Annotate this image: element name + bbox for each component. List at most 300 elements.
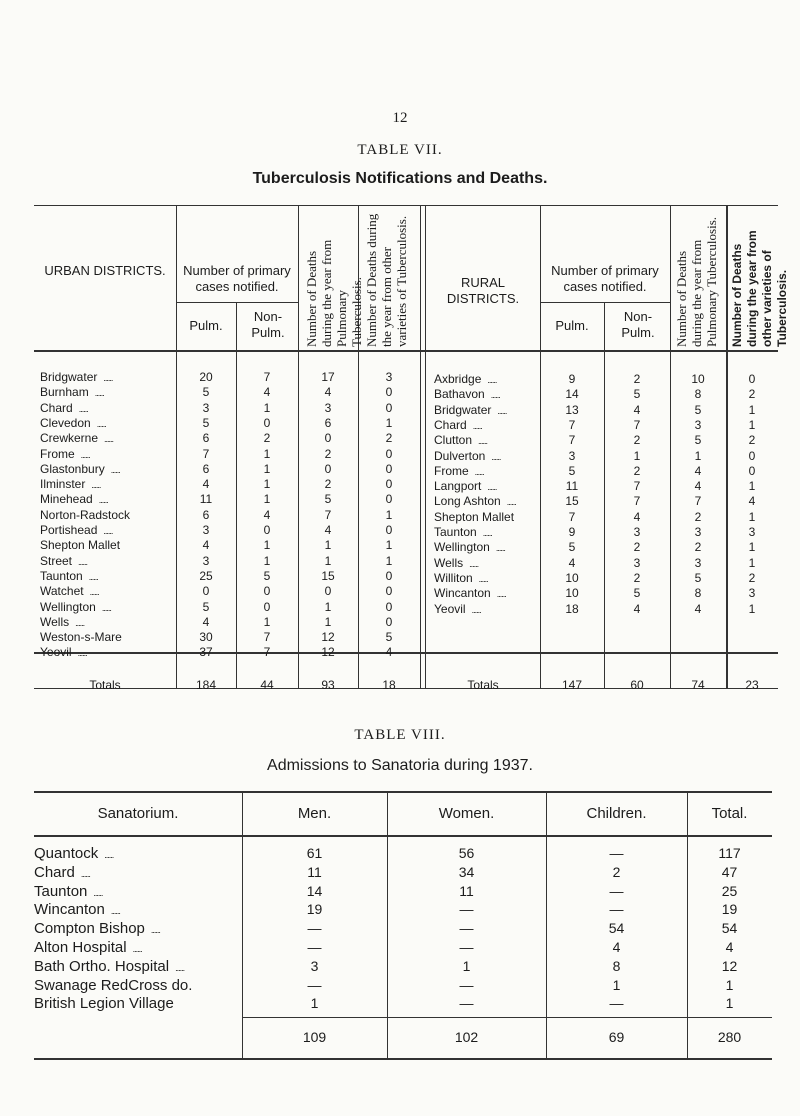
leader-dots: ...... [96,418,106,429]
men-value: 1 [310,995,319,1012]
rural-district-name [434,372,538,386]
urban-pulm-header: Pulm. [189,318,223,333]
rural-pulm: 9 [568,525,576,539]
urban-non-pulm: 1 [263,492,271,507]
urban-deaths-pulm: 12 [321,630,335,645]
district-label: Wellington [434,540,490,555]
urban-non-pulm: 0 [263,415,271,430]
urban-row [34,645,420,659]
rural-row [34,415,778,432]
district-label: Chard [40,400,73,415]
total-value: 1 [725,995,734,1012]
rural-row [34,586,778,600]
rural-pulm: 5 [568,463,576,478]
rural-district-name [434,494,538,508]
district-label: Wincanton [434,586,491,601]
women-value: 56 [458,845,475,861]
urban-non-pulm: 1 [263,553,271,568]
sanatorium-label: Bath Ortho. Hospital [34,957,170,975]
men-header: Men. [297,805,332,822]
rural-deaths-other: 2 [748,570,756,585]
district-label: Minehead [40,492,93,507]
sanatorium-name [34,883,240,900]
urban-deaths-other: 1 [385,507,393,522]
rural-deaths-pulm: 3 [694,417,702,432]
children-value: 54 [608,920,625,937]
urban-non-pulm: 7 [263,370,271,384]
district-label: Norton-Radstock [40,507,131,522]
rural-deaths-pulm: 5 [694,433,702,448]
urban-deaths-other: 0 [385,523,393,537]
children-value: 8 [612,957,621,974]
rural-district-name [434,433,538,447]
table7-top-rule [34,205,778,206]
rural-deaths-other: 0 [748,372,756,386]
rural-district-name [434,540,538,554]
rural-row [34,540,778,554]
rural-deaths-other: 1 [748,417,756,432]
leader-dots: ...... [94,388,104,399]
rural-deaths-pulm: 5 [694,570,702,585]
urban-deaths-other: 0 [385,461,393,476]
district-label: Frome [434,463,469,478]
urban-non-pulm: 1 [263,446,271,461]
sanatorium-label: Alton Hospital [34,939,127,956]
table8-header-rule [34,835,772,837]
total-value: 47 [721,863,738,880]
urban-non-pulm: 4 [263,507,271,522]
urban-pulm: 0 [202,584,210,599]
sanatorium-name [34,995,240,1012]
rural-deaths-pulm: 5 [694,402,702,417]
urban-totals-deaths-pulm: 93 [321,678,335,692]
urban-deaths-pulm: 3 [324,400,332,415]
urban-deaths-other: 0 [385,568,393,583]
rural-totals-deaths-pulm: 74 [691,678,705,692]
leader-dots: ...... [478,436,488,447]
leader-dots: ...... [80,449,90,460]
rural-deaths-other: 0 [748,463,756,478]
urban-pulm: 20 [199,370,213,384]
urban-deaths-other: 0 [385,599,393,614]
rural-pulm: 10 [565,586,579,601]
leader-dots: ...... [496,589,506,600]
rural-pulm: 9 [568,372,576,386]
rural-deaths-other-header: Number of Deaths during the year from other varieties of Tuberculosis. [730,230,789,347]
leader-dots: ...... [98,495,108,506]
urban-totals-deaths-other: 18 [382,678,396,692]
rural-district-name [434,571,538,585]
sanatorium-row [34,920,772,938]
sanatorium-row [34,845,772,863]
rural-non-pulm: 7 [633,417,641,432]
women-value: — [459,939,474,955]
urban-pulm: 30 [199,630,213,645]
urban-deaths-other: 0 [385,492,393,507]
rural-deaths-other: 1 [748,509,756,524]
urban-deaths-other: 0 [385,446,393,461]
urban-deaths-other: 0 [385,477,393,492]
district-label: Taunton [40,568,83,583]
urban-non-pulm: 0 [263,584,271,599]
urban-deaths-other: 1 [385,538,393,553]
district-label: Wellington [40,599,96,614]
rural-pulm: 15 [565,494,579,509]
district-label: Burnham [40,385,89,400]
rural-deaths-pulm: 7 [694,494,702,509]
leader-dots: ...... [471,604,481,615]
total-value: 25 [721,882,738,899]
women-value: 34 [458,863,475,880]
women-value: 1 [462,957,471,974]
rural-non-pulm: 5 [633,586,641,601]
urban-deaths-pulm: 2 [324,477,332,492]
rural-row [34,479,778,493]
children-value: — [609,995,624,1012]
leader-dots: ...... [89,587,99,598]
district-label: Bridgwater [434,402,492,417]
urban-deaths-other: 3 [385,370,393,384]
rural-pulm: 4 [568,555,576,570]
rural-deaths-other: 2 [748,433,756,448]
sanatorium-row [34,864,772,882]
district-label: Williton [434,570,473,585]
rural-row [34,433,778,447]
leader-dots: ...... [490,390,500,401]
urban-district-name [40,615,174,629]
total-value: 19 [721,901,738,918]
rural-pulm: 3 [568,448,576,463]
sanatorium-label: Swanage RedCross do. [34,976,193,994]
leader-dots: ...... [101,602,111,613]
urban-deaths-pulm: 0 [324,584,332,599]
urban-deaths-other: 0 [385,400,393,415]
leader-dots: ...... [491,451,501,462]
urban-totals-label: Totals [89,678,121,692]
urban-deaths-other: 0 [385,584,393,599]
urban-deaths-pulm: 4 [324,523,332,537]
district-label: Bathavon [434,387,485,402]
rural-deaths-other: 3 [748,525,756,539]
totals-women: 102 [454,1029,479,1045]
urban-deaths-pulm: 4 [324,385,332,400]
rural-totals-non-pulm: 60 [630,678,644,692]
urban-deaths-pulm: 7 [324,507,332,522]
sanatorium-label: Taunton [34,882,88,900]
rural-primary-cases-header: Number of primary cases notified. [551,263,659,294]
men-value: — [307,920,322,937]
urban-totals-non-pulm: 44 [260,678,274,692]
table7-subtitle: Tuberculosis Notifications and Deaths. [252,170,548,187]
urban-deaths-pulm: 15 [321,568,335,583]
rural-deaths-other: 1 [748,601,756,616]
rural-row [34,387,778,401]
urban-deaths-other-header: Number of Deaths during the year from other varieties of Tuberculosis. [364,213,409,347]
table8-totals-rule [242,1017,772,1018]
rural-deaths-pulm: 8 [694,586,702,601]
rural-deaths-other: 1 [748,479,756,494]
urban-district-name [40,630,174,644]
urban-pulm: 11 [199,492,213,507]
urban-deaths-pulm: 1 [324,599,332,614]
rural-district-name [434,510,538,524]
sanatorium-label: Compton Bishop [34,920,145,938]
rural-deaths-pulm: 4 [694,479,702,494]
children-header: Children. [586,805,647,822]
leader-dots: ...... [150,925,160,936]
district-label: Taunton [434,525,477,539]
leader-dots: ...... [75,617,85,628]
leader-dots: ...... [104,850,114,860]
rural-non-pulm: 1 [633,448,641,463]
urban-district-name [40,645,174,659]
rural-pulm: 14 [565,387,579,402]
leader-dots: ...... [487,375,497,385]
urban-pulm: 7 [202,446,210,461]
urban-non-pulm-header: Non- Pulm. [251,309,285,340]
totals-men: 109 [302,1029,327,1045]
leader-dots: ...... [78,556,88,567]
total-value: 117 [718,845,741,861]
district-label: Wells [40,614,70,629]
urban-deaths-other: 1 [385,553,393,568]
rural-district-name [434,586,538,600]
district-label: Wells [434,555,464,570]
district-label: Street [40,553,73,568]
urban-deaths-other: 0 [385,385,393,400]
urban-pulm: 4 [202,538,210,553]
urban-deaths-other: 0 [385,614,393,629]
children-value: 2 [612,863,621,880]
district-label: Langport [434,479,482,494]
urban-pulm: 4 [202,614,210,629]
sanatorium-name [34,920,240,937]
rural-deaths-other: 4 [748,494,756,509]
rural-totals-pulm: 147 [561,678,583,692]
district-label: Yeovil [40,645,72,660]
rural-district-name [434,418,538,432]
urban-pulm: 3 [202,523,210,537]
urban-pulm: 5 [202,599,210,614]
women-value: — [459,920,474,937]
sanatorium-label: Quantock [34,845,99,862]
sanatorium-row [34,958,772,976]
men-value: 61 [306,845,323,861]
urban-non-pulm: 7 [263,645,271,660]
sanatorium-label: British Legion Village [34,995,174,1013]
urban-deaths-pulm: 1 [324,553,332,568]
rural-row [34,372,778,386]
rural-row [34,599,778,616]
district-label: Frome [40,446,75,461]
district-label: Ilminster [40,477,86,492]
leader-dots: ...... [472,420,482,431]
leader-dots: ...... [487,482,497,493]
rural-district-name [434,602,538,616]
urban-primary-cases-header: Number of primary cases notified. [183,263,291,294]
rural-district-name [434,403,538,417]
urban-non-pulm: 4 [263,385,271,400]
urban-pulm: 5 [202,415,210,430]
rural-deaths-pulm: 3 [694,525,702,539]
sanatorium-name [34,845,240,862]
total-header: Total. [711,805,748,822]
rural-pulm: 7 [568,433,576,448]
district-label: Watchet [40,584,84,599]
urban-pulm: 25 [199,568,213,583]
urban-row [34,630,420,644]
rural-pulm: 11 [565,479,579,494]
rural-row [34,494,778,508]
urban-row [34,615,420,629]
rural-non-pulm: 5 [633,387,641,402]
men-value: — [307,976,322,993]
district-label: Clevedon [40,415,91,430]
leader-dots: ...... [110,464,120,475]
rural-non-pulm-header: Non- Pulm. [621,309,655,340]
urban-non-pulm: 5 [263,568,271,583]
women-value: — [459,995,474,1012]
leader-dots: ...... [110,906,120,917]
sanatorium-name [34,864,240,881]
totals-children: 69 [608,1029,625,1045]
leader-dots: ...... [77,648,87,659]
district-label: Dulverton [434,448,486,463]
sanatorium-name [34,977,240,994]
rural-row [34,553,778,570]
urban-non-pulm: 7 [263,630,271,645]
rural-non-pulm: 4 [633,509,641,524]
rural-deaths-pulm: 3 [694,555,702,570]
rural-deaths-pulm: 10 [691,372,705,386]
men-value: 14 [306,882,323,899]
rural-non-pulm: 4 [633,402,641,417]
children-value: — [609,882,624,899]
leader-dots: ...... [478,573,488,584]
rural-row [34,400,778,417]
district-label: Shepton Mallet [40,538,121,553]
rural-row [34,507,778,524]
district-label: Crewkerne [40,431,99,446]
rural-deaths-pulm: 2 [694,540,702,555]
leader-dots: ...... [506,497,516,508]
urban-pulm: 6 [202,461,210,476]
rural-non-pulm: 3 [633,525,641,539]
urban-non-pulm: 0 [263,523,271,537]
rural-deaths-pulm-header: Number of Deaths during the year from Pulmonary Tuberculosis. [674,216,719,347]
rural-non-pulm: 2 [633,463,641,478]
leader-dots: ...... [91,480,101,491]
rural-non-pulm: 2 [633,433,641,448]
leader-dots: ...... [78,403,88,414]
leader-dots: ...... [103,373,113,383]
rural-deaths-pulm: 8 [694,387,702,402]
rural-deaths-other: 2 [748,387,756,402]
sanatorium-row [34,883,772,901]
rural-row [34,461,778,478]
rural-totals-label: Totals [467,678,499,692]
table7 [34,205,789,692]
rural-deaths-pulm: 2 [694,509,702,524]
urban-non-pulm: 1 [263,614,271,629]
rural-deaths-pulm: 4 [694,463,702,478]
rural-district-name [434,525,538,539]
leader-dots: ...... [482,528,492,538]
leader-dots: ...... [93,887,103,898]
urban-pulm: 5 [202,385,210,400]
rural-totals-deaths-other: 23 [745,678,759,692]
urban-deaths-other: 1 [385,415,393,430]
rural-deaths-other: 0 [748,448,756,463]
women-value: 11 [459,882,474,899]
urban-non-pulm: 2 [263,431,271,446]
urban-non-pulm: 1 [263,461,271,476]
district-label: Shepton Mallet [434,509,515,524]
urban-deaths-pulm: 0 [324,461,332,476]
rural-non-pulm: 3 [633,555,641,570]
leader-dots: ...... [80,868,90,879]
district-label: Long Ashton [434,494,501,509]
rural-non-pulm: 7 [633,479,641,494]
table7-title: TABLE VII. [357,142,443,158]
sanatorium-row [34,901,772,919]
sanatorium-name [34,939,240,956]
district-label: Yeovil [434,601,466,616]
rural-pulm: 7 [568,509,576,524]
rural-subheader-rule [540,302,670,303]
sanatorium-label: Chard [34,863,75,881]
rural-deaths-other: 1 [748,555,756,570]
rural-district-name [434,449,538,463]
rural-district-name [434,479,538,493]
women-value: — [459,901,474,918]
men-value: 3 [310,957,319,974]
rural-deaths-other: 3 [748,586,756,601]
page-number: 12 [392,110,408,126]
total-value: 4 [725,939,734,955]
rural-pulm: 13 [565,402,579,417]
sanatorium-row [34,977,772,995]
rural-pulm-header: Pulm. [555,318,589,333]
table8 [34,791,772,1061]
urban-subheader-rule [176,302,298,303]
rural-district-name [434,556,538,570]
rural-district-name [434,387,538,401]
rural-non-pulm: 2 [633,570,641,585]
rural-deaths-other: 1 [748,402,756,417]
rural-districts-header: RURAL DISTRICTS. [446,275,520,306]
table7-header-rule [34,350,778,352]
men-value: 11 [307,863,322,880]
rural-deaths-other: 1 [748,540,756,555]
district-label: Chard [434,417,467,432]
leader-dots: ...... [474,466,484,477]
table8-subtitle: Admissions to Sanatoria during 1937. [267,757,533,774]
leader-dots: ...... [132,944,142,954]
urban-non-pulm: 1 [263,538,271,553]
leader-dots: ...... [88,571,98,582]
urban-pulm: 6 [202,431,210,446]
urban-deaths-pulm: 6 [324,415,332,430]
urban-deaths-pulm: 12 [321,645,335,660]
table8-totals-row [34,1029,772,1047]
sanatorium-row [34,995,772,1013]
leader-dots: ...... [104,434,114,445]
urban-deaths-other: 4 [385,645,393,660]
rural-deaths-pulm: 1 [694,448,702,463]
leader-dots: ...... [495,543,505,554]
rural-pulm: 18 [565,601,579,616]
